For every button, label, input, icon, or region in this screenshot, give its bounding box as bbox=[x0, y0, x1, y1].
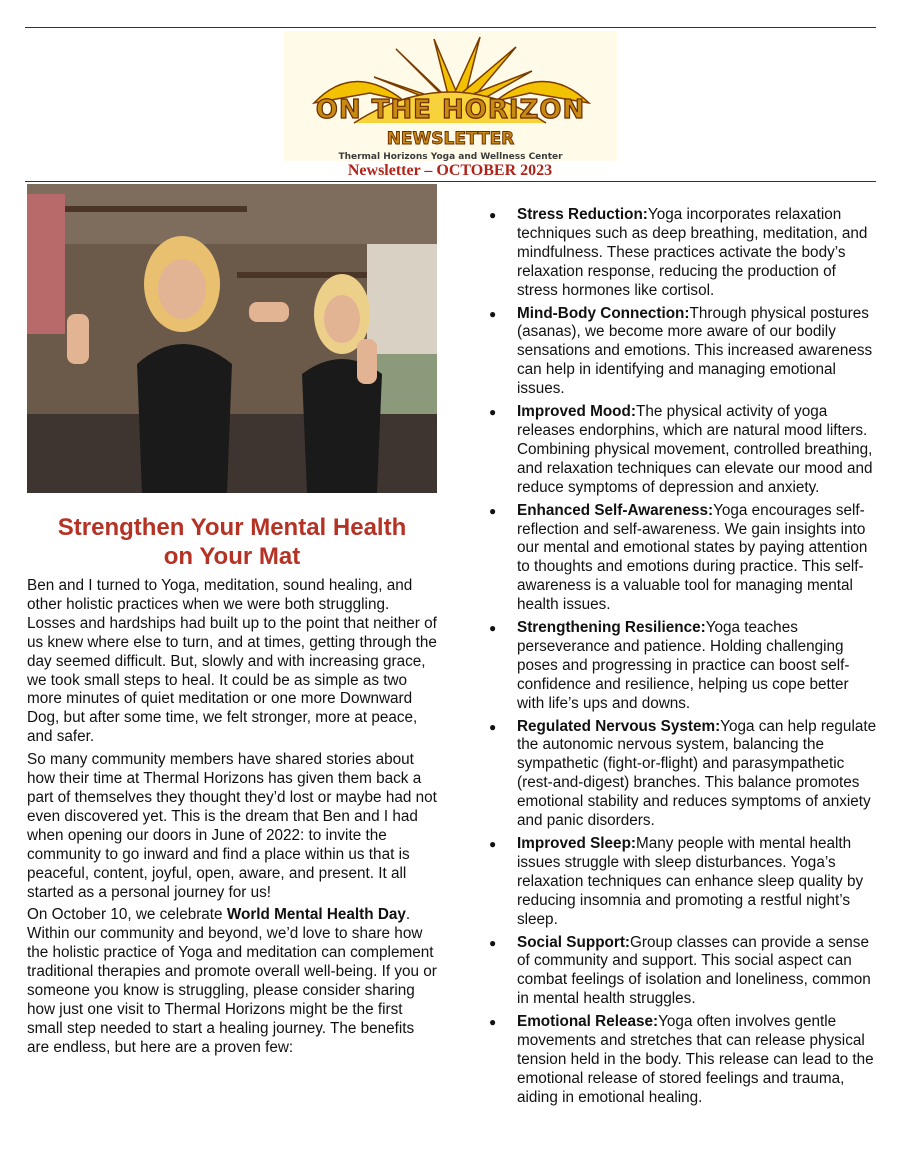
list-item bbox=[487, 835, 879, 930]
article-body bbox=[27, 577, 440, 1062]
list-item bbox=[487, 1013, 879, 1108]
world-mental-health-day-emphasis: World Mental Health Day bbox=[226, 906, 406, 924]
masthead-subtitle: NEWSLETTER bbox=[386, 129, 515, 149]
bullet-icon: ● bbox=[489, 935, 497, 950]
list-item bbox=[487, 619, 879, 714]
bullet-icon: ● bbox=[489, 306, 497, 321]
bullet-icon: ● bbox=[489, 1015, 497, 1030]
bullet-icon: ● bbox=[489, 503, 497, 518]
benefit-title: Improved Mood: bbox=[517, 403, 636, 421]
benefit-text: Yoga encourages self-reflection and self-awareness. We gain insights into our mental and emotional states by paying attention to thoughts and emotions during practice. This self-awareness is a valuable tool for managing mental health issues. bbox=[517, 501, 868, 614]
list-item bbox=[487, 305, 879, 400]
benefit-title: Mind-Body Connection: bbox=[517, 304, 690, 322]
headline-line-2: on Your Mat bbox=[163, 543, 301, 570]
paragraph-text: . Within our community and beyond, we’d love to share how the holistic practice of Yoga and meditation can complement traditional therapies and promote overall well-being. If you or someone you know is struggling, please consider sharing how just one visit to Thermal Horizons might be the first small step needed to start a healing journey. The benefits are endless, but here are a proven few: bbox=[27, 906, 437, 1056]
benefit-title: Strengthening Resilience: bbox=[517, 619, 706, 637]
benefit-title: Social Support: bbox=[517, 933, 631, 951]
benefit-text: The physical activity of yoga releases endorphins, which are natural mood lifters. Combining physical movement, controlled breathing, and relaxation techniques can elevate our mood and reduce symptoms of depression and anxiety. bbox=[517, 403, 873, 496]
benefit-text: Yoga incorporates relaxation techniques such as deep breathing, meditation, and mindfulness. These practices activate the body’s relaxation response, reducing the production of stress hormones like cortisol. bbox=[517, 206, 868, 299]
header-rule bbox=[25, 181, 876, 182]
article-paragraph: Ben and I turned to Yoga, meditation, sound healing, and other holistic practices when we were both struggling. Losses and hardships had built up to the point that neither of us knew where else to turn, and at times, getting through the day seemed difficult. But, slowly and with increasing grace, we took small steps to heal. It could be as simple as two more minutes of quiet meditation or one more Downward Dog, but after some time, we felt stronger, more at peace, and safer. bbox=[27, 577, 437, 746]
newsletter-masthead-logo bbox=[284, 31, 617, 161]
list-item bbox=[487, 206, 879, 301]
article-paragraph: So many community members have shared stories about how their time at Thermal Horizons has given them back a part of themselves they thought they’d lost or maybe had not even discovered yet. This is the dream that Ben and I had when opening our doors in June of 2022: to invite the community to go inward and find a place within us that is peaceful, content, joyful, open, aware, and present. It all started as a personal journey for us! bbox=[27, 751, 437, 901]
bullet-icon: ● bbox=[489, 719, 497, 734]
list-item bbox=[487, 934, 879, 1010]
benefits-list bbox=[487, 206, 879, 1112]
bullet-icon: ● bbox=[489, 208, 497, 222]
headline-line-1: Strengthen Your Mental Health bbox=[57, 514, 407, 541]
benefit-title: Enhanced Self-Awareness: bbox=[517, 501, 714, 519]
article-headline bbox=[27, 513, 437, 571]
masthead-center-name: Thermal Horizons Yoga and Wellness Center bbox=[338, 152, 563, 162]
issue-date: Newsletter – OCTOBER 2023 bbox=[347, 162, 553, 179]
bullet-icon: ● bbox=[489, 405, 497, 420]
top-rule bbox=[25, 27, 876, 28]
benefit-text: Yoga teaches perseverance and patience. Holding challenging poses and progressing in practice can boost self-confidence and resilience, helping us cope better with life’s ups and downs. bbox=[517, 619, 850, 712]
bullet-icon: ● bbox=[489, 621, 497, 636]
list-item bbox=[487, 403, 879, 498]
list-item bbox=[487, 502, 879, 615]
article-paragraph bbox=[27, 906, 440, 1057]
studio-photo bbox=[27, 184, 437, 493]
benefit-text: Many people with mental health issues struggle with sleep disturbances. Yoga’s relaxation techniques can enhance sleep quality by reducing insomnia and promoting a restful night’s sleep. bbox=[517, 835, 864, 928]
bullet-icon: ● bbox=[489, 837, 497, 851]
benefit-text: Yoga often involves gentle movements and stretches that can release physical tension held in the body. This release can lead to the emotional release of stored feelings and trauma, aiding in emotional healing. bbox=[517, 1013, 874, 1106]
benefit-title: Improved Sleep: bbox=[517, 835, 637, 852]
masthead-title: ON THE HORIZON bbox=[315, 95, 586, 125]
list-item bbox=[487, 718, 879, 831]
benefit-text: Through physical postures (asanas), we become more aware of our bodily sensations and emotions. This increased awareness can help in identifying and managing emotional issues. bbox=[517, 304, 873, 398]
benefit-title: Regulated Nervous System: bbox=[517, 717, 721, 735]
benefit-title: Emotional Release: bbox=[517, 1013, 659, 1031]
paragraph-text: On October 10, we celebrate bbox=[27, 906, 227, 924]
benefit-title: Stress Reduction: bbox=[517, 206, 648, 223]
benefit-text: Group classes can provide a sense of community and support. This social aspect can combat feelings of isolation and loneliness, common in mental health struggles. bbox=[517, 933, 871, 1008]
benefit-text: Yoga can help regulate the autonomic nervous system, balancing the sympathetic (fight-or-flight) and parasympathetic (rest-and-digest) branches. This balance promotes emotional stability and reduces symptoms of anxiety and panic disorders. bbox=[517, 717, 877, 830]
